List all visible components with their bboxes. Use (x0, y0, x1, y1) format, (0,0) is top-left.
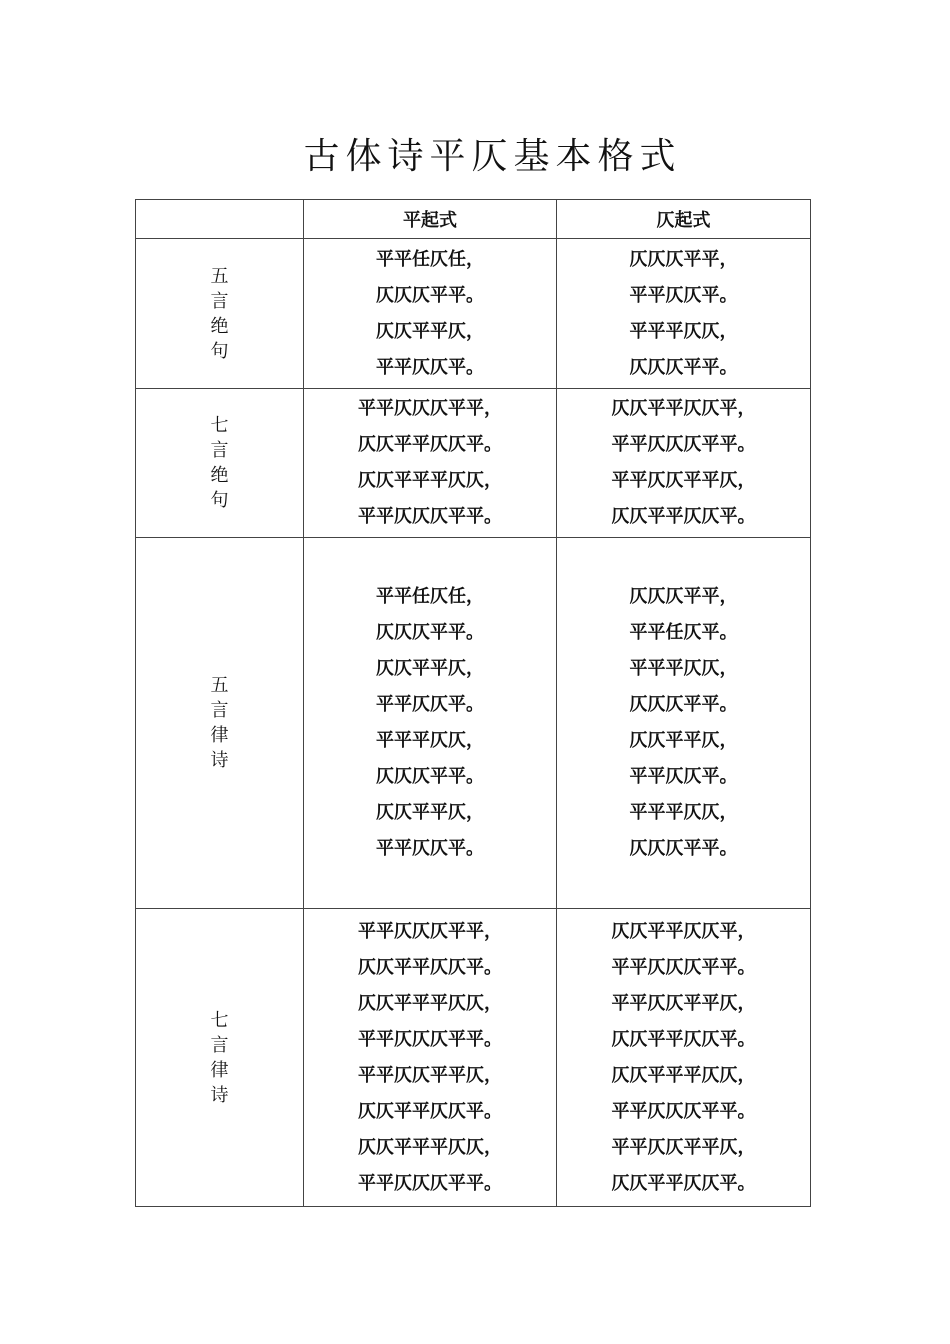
table-row (136, 909, 811, 1207)
ze-qi-cell: 仄仄平平仄仄平， 平平仄仄仄平平。 平平仄仄平平仄， 仄仄平平仄仄平。 (557, 389, 811, 538)
row-label: 七 言 绝 句 (136, 389, 304, 538)
ping-qi-cell: 平平任仄任， 仄仄仄平平。 仄仄平平仄， 平平仄仄平。 平平平仄仄， 仄仄仄平平。 仄仄平平仄， 平平仄仄平。 (304, 538, 557, 909)
table-header-row (136, 200, 811, 239)
header-corner (136, 200, 304, 239)
tonal-pattern-table (135, 199, 811, 1207)
ze-qi-cell: 仄仄仄平平， 平平仄仄平。 平平平仄仄， 仄仄仄平平。 (557, 239, 811, 389)
row-label: 五 言 绝 句 (136, 239, 304, 389)
header-ping-qi: 平起式 (304, 200, 557, 239)
header-ze-qi: 仄起式 (557, 200, 811, 239)
page-title: 古体诗平仄基本格式 (303, 136, 682, 177)
ze-qi-cell: 仄仄平平仄仄平， 平平仄仄仄平平。 平平仄仄平平仄， 仄仄平平仄仄平。 仄仄平平平仄仄， 平平仄仄仄平平。 平平仄仄平平仄， 仄仄平平仄仄平。 (557, 909, 811, 1207)
table-row (136, 239, 811, 389)
ping-qi-cell: 平平仄仄仄平平， 仄仄平平仄仄平。 仄仄平平平仄仄， 平平仄仄仄平平。 平平仄仄平平仄， 仄仄平平仄仄平。 仄仄平平平仄仄， 平平仄仄仄平平。 (304, 909, 557, 1207)
row-label: 五 言 律 诗 (136, 538, 304, 909)
row-label: 七 言 律 诗 (136, 909, 304, 1207)
table-row (136, 538, 811, 909)
ze-qi-cell: 仄仄仄平平， 平平任仄平。 平平平仄仄， 仄仄仄平平。 仄仄平平仄， 平平仄仄平。 平平平仄仄， 仄仄仄平平。 (557, 538, 811, 909)
ping-qi-cell: 平平仄仄仄平平， 仄仄平平仄仄平。 仄仄平平平仄仄， 平平仄仄仄平平。 (304, 389, 557, 538)
ping-qi-cell: 平平任仄任， 仄仄仄平平。 仄仄平平仄， 平平仄仄平。 (304, 239, 557, 389)
table-row (136, 389, 811, 538)
